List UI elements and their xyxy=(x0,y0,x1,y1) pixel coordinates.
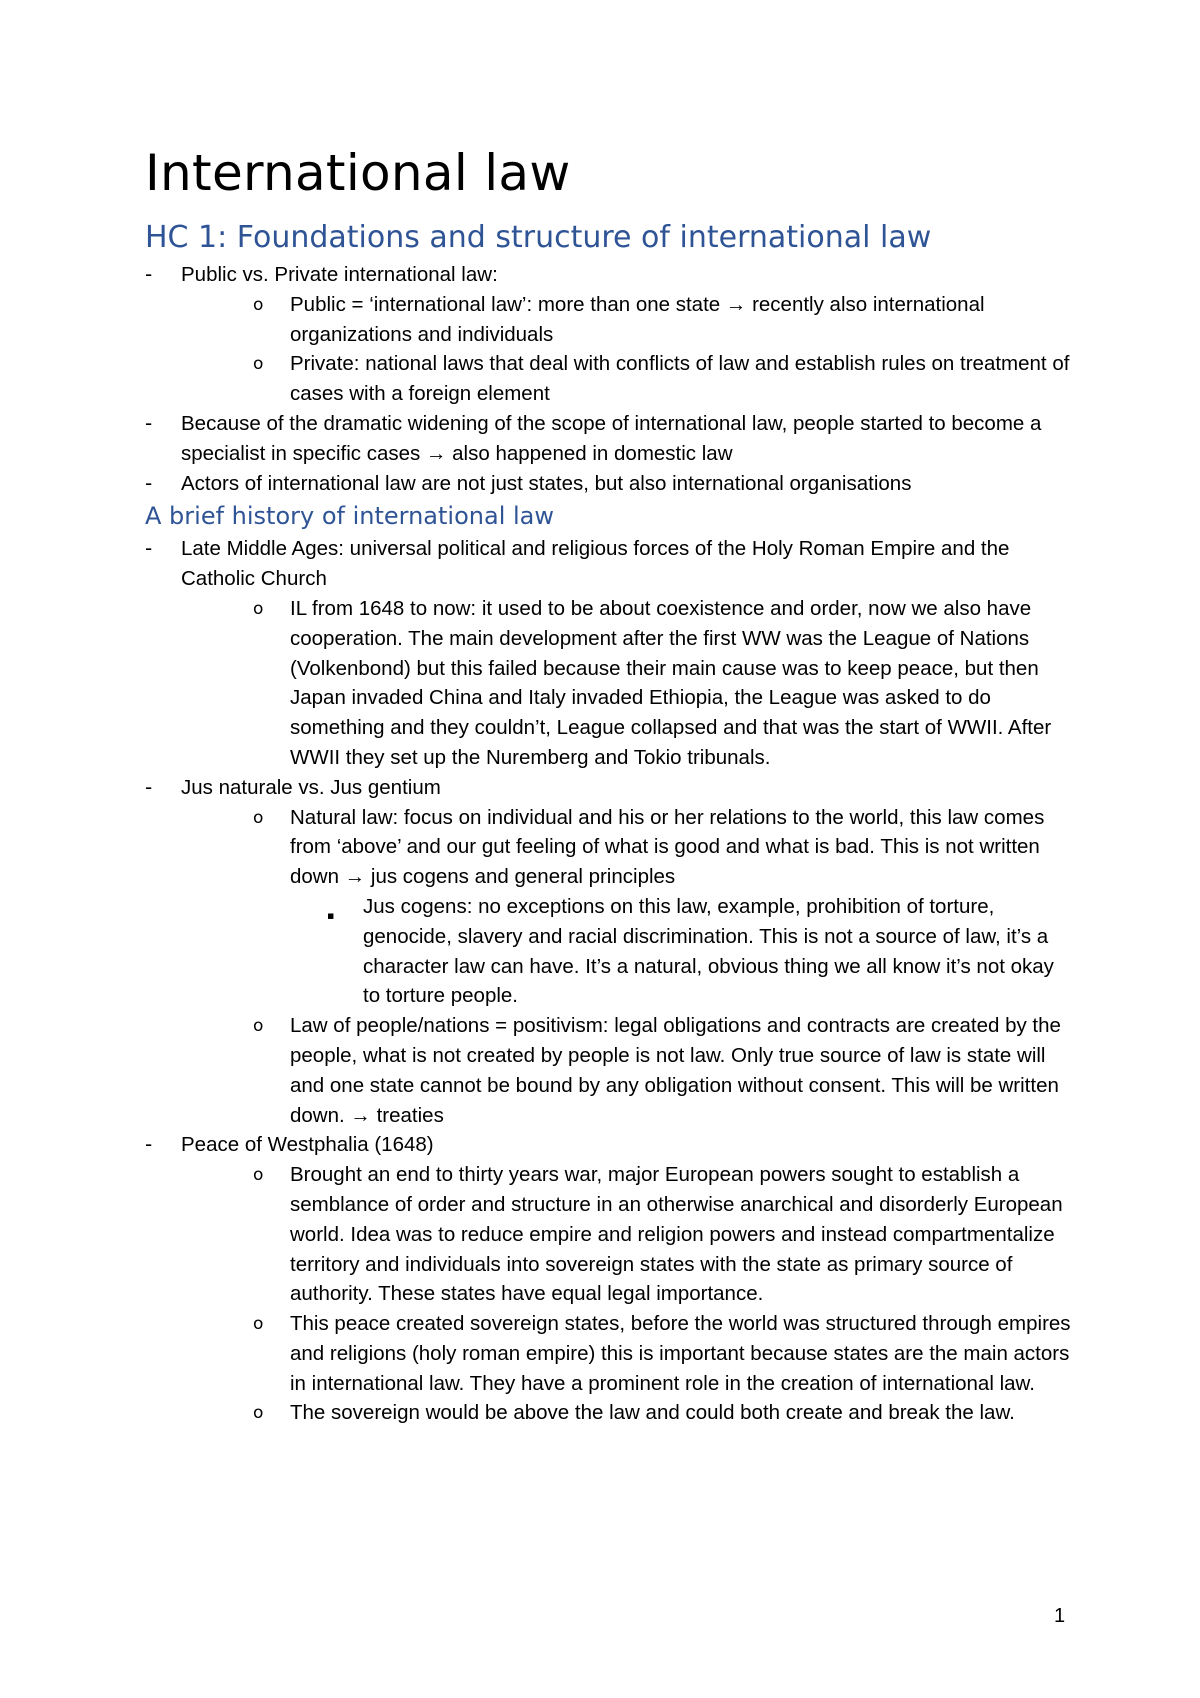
list-item-text: Jus cogens: no exceptions on this law, example, prohibition of torture, genocide, slavery and racial discrimination. This is not a source of law, it’s a character law can have. It’s a natural, obvious thing we all know it’s not okay to torture people. xyxy=(363,894,1054,1008)
list-item xyxy=(145,1160,1075,1309)
dash-bullet-icon: - xyxy=(145,470,153,495)
list-item-text: Late Middle Ages: universal political and religious forces of the Holy Roman Empire and the Catholic Church xyxy=(181,537,1010,591)
dash-bullet-icon: - xyxy=(145,1132,153,1157)
circle-bullet-icon: o xyxy=(253,1314,264,1335)
list-item xyxy=(145,260,1075,290)
dash-bullet-icon: - xyxy=(145,410,153,435)
circle-bullet-icon: o xyxy=(253,598,264,619)
dash-bullet-icon: - xyxy=(145,774,153,799)
circle-bullet-icon: o xyxy=(253,1016,264,1037)
list-item xyxy=(145,892,1075,1011)
list-item xyxy=(145,594,1075,773)
dash-bullet-icon: - xyxy=(145,536,153,561)
list-item xyxy=(145,469,1075,499)
list-item-text: Brought an end to thirty years war, major European powers sought to establish a semblance of order and structure in an otherwise anarchical and disorderly European world. Idea was to reduce empire and religion powers and instead compartmentalize territory and individuals into sovereign states with the state as primary source of authority. These states have equal legal importance. xyxy=(290,1163,1063,1306)
list-item-text: Law of people/nations = positivism: legal obligations and contracts are created by the people, what is not created by people is not law. Only true source of law is state will and one state cannot be bound by any obligation without consent. This will be written down. → treaties xyxy=(290,1014,1061,1127)
document-title: International law xyxy=(145,144,571,202)
list-item-text: Natural law: focus on individual and his or her relations to the world, this law comes from ‘above’ and our gut feeling of what is good and what is bad. This is not written down → jus cogens and general principles xyxy=(290,805,1045,889)
list-item-text: Jus naturale vs. Jus gentium xyxy=(181,775,441,799)
list-item-text: Public vs. Private international law: xyxy=(181,263,498,286)
list-item-text: Actors of international law are not just states, but also international organisations xyxy=(181,471,912,495)
list-item xyxy=(145,349,1075,409)
subsection-heading: A brief history of international law xyxy=(145,502,554,531)
list-item xyxy=(145,409,1075,469)
circle-bullet-icon: o xyxy=(253,1403,264,1424)
dash-bullet-icon: - xyxy=(145,262,153,286)
circle-bullet-icon: o xyxy=(253,294,264,315)
list-item-text: Peace of Westphalia (1648) xyxy=(181,1133,434,1157)
list-item xyxy=(145,803,1075,892)
list-item xyxy=(145,534,1075,594)
list-item-text: Private: national laws that deal with conflicts of law and establish rules on treatment of cases with a foreign element xyxy=(290,352,1070,406)
page-number: 1 xyxy=(1054,1605,1066,1627)
page-content xyxy=(145,140,1075,1428)
square-bullet-icon: ▪ xyxy=(327,908,335,922)
list-item xyxy=(145,1309,1075,1398)
list-item xyxy=(145,1398,1075,1428)
list-item-text: Because of the dramatic widening of the scope of international law, people started to become a specialist in specific cases → also happened in domestic law xyxy=(181,411,1042,465)
circle-bullet-icon: o xyxy=(253,807,264,828)
bullet-list xyxy=(145,260,1075,498)
section-heading: HC 1: Foundations and structure of international law xyxy=(145,220,932,255)
list-item-text: The sovereign would be above the law and could both create and break the law. xyxy=(290,1401,1015,1425)
list-item-text: IL from 1648 to now: it used to be about coexistence and order, now we also have cooperation. The main development after the first WW was the League of Nations (Volkenbond) but this failed because their main cause was to keep peace, but then Japan invaded China and Italy invaded Ethiopia, the League was asked to do something and they couldn’t, League collapsed and that was the start of WWII. After WWII they set up the Nuremberg and Tokio tribunals. xyxy=(290,596,1052,769)
circle-bullet-icon: o xyxy=(253,1165,264,1186)
list-item xyxy=(145,1011,1075,1130)
list-item-text: Public = ‘international law’: more than one state → recently also international organizations and individuals xyxy=(290,292,985,346)
list-item xyxy=(145,290,1075,350)
list-item xyxy=(145,773,1075,803)
circle-bullet-icon: o xyxy=(253,354,264,375)
list-item xyxy=(145,1130,1075,1160)
sections-container xyxy=(145,218,1075,1428)
bullet-list xyxy=(145,534,1075,1428)
list-item-text: This peace created sovereign states, before the world was structured through empires and religions (holy roman empire) this is important because states are the main actors in international law. They have a prominent role in the creation of international law. xyxy=(290,1312,1071,1395)
